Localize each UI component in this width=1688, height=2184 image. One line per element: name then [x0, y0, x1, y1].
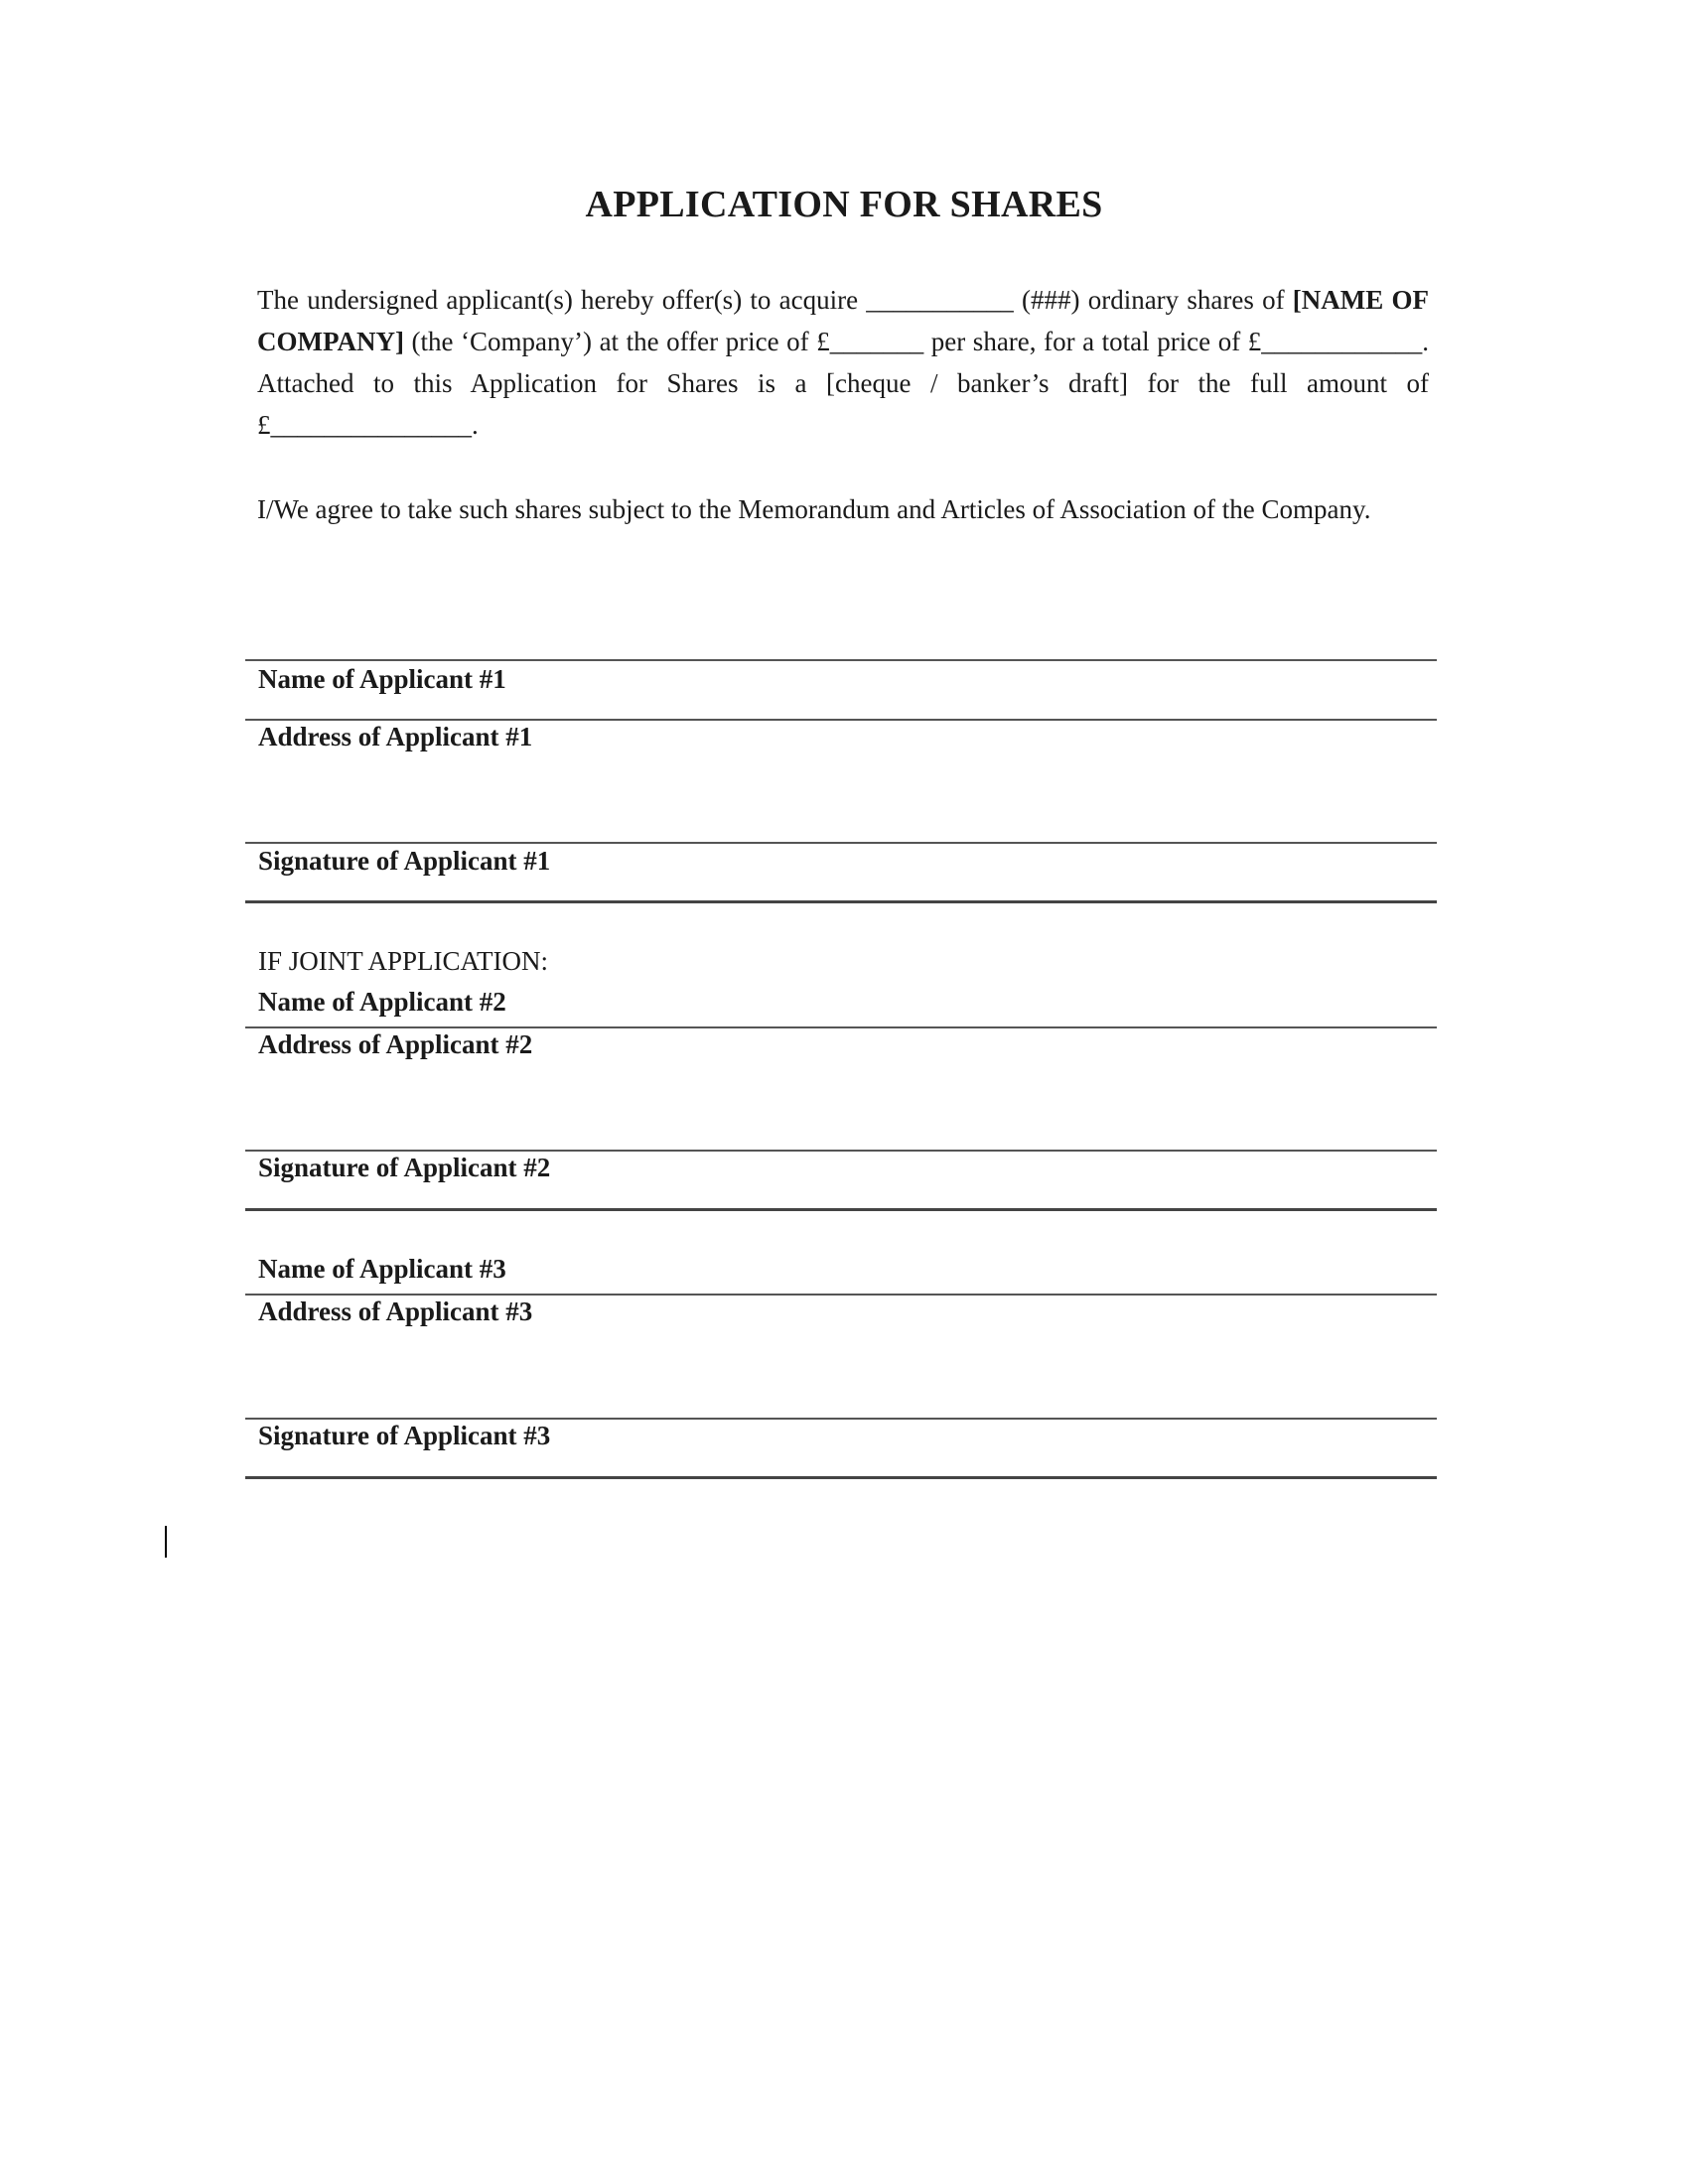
offer-paragraph [257, 279, 1429, 446]
applicant2-signature-label: Signature of Applicant #2 [258, 1153, 551, 1182]
applicant2-address-label: Address of Applicant #2 [258, 1029, 533, 1059]
applicant2-name-label: Name of Applicant #2 [258, 987, 506, 1017]
applicant3-signature-label: Signature of Applicant #3 [258, 1421, 551, 1450]
offer-text-part1: The undersigned applicant(s) hereby offer(s) to acquire ___________ (###) ordinary shares of [257, 285, 1293, 315]
company-name-placeholder: [NAME OF COMPANY] [257, 285, 1429, 356]
applicant1-signature-rule[interactable] [245, 900, 1437, 903]
applicant3-address-label: Address of Applicant #3 [258, 1297, 533, 1326]
agreement-paragraph: I/We agree to take such shares subject to the Memorandum and Articles of Association of the Company. [257, 494, 1371, 524]
applicant1-address-label: Address of Applicant #1 [258, 722, 533, 751]
applicant1-name-label: Name of Applicant #1 [258, 664, 506, 694]
applicant1-signature-label: Signature of Applicant #1 [258, 846, 551, 876]
text-cursor [165, 1526, 167, 1558]
offer-text-part2: (the ‘Company’) at the offer price of £_______ per share, for a total price of £____________. Attached to this Application for Shares is a [cheque / banker’s draft] for the full amount of £_______________. [257, 327, 1429, 440]
applicant1-address-rule[interactable] [245, 842, 1437, 844]
applicant2-signature-rule[interactable] [245, 1208, 1437, 1211]
applicant1-top-rule [245, 659, 1437, 661]
applicant3-signature-rule[interactable] [245, 1476, 1437, 1479]
document-title: APPLICATION FOR SHARES [585, 184, 1103, 225]
joint-application-heading: IF JOINT APPLICATION: [258, 946, 549, 976]
applicant3-name-label: Name of Applicant #3 [258, 1254, 506, 1284]
